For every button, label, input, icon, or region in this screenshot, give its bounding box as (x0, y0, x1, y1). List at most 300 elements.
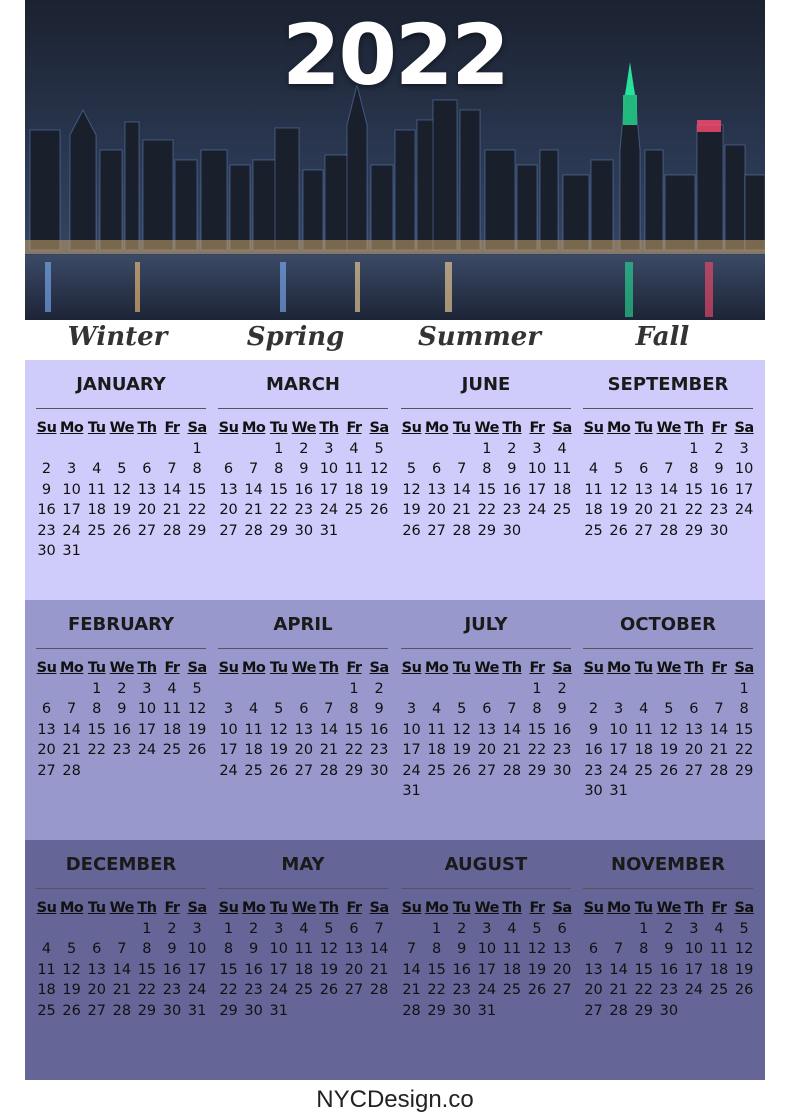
day-cell: 23 (37, 522, 56, 539)
day-cell: 11 (87, 481, 106, 498)
weekday-header (34, 418, 210, 439)
day-cell: 26 (369, 502, 389, 518)
day-cell: 17 (62, 502, 81, 518)
weekday-label: Mo (241, 420, 266, 436)
day-cell: 31 (187, 1002, 207, 1019)
day-cell: 29 (634, 1002, 653, 1019)
day-cell: 5 (324, 920, 334, 937)
month-divider (218, 408, 388, 409)
month-april (214, 600, 392, 840)
day-cell: 18 (709, 961, 729, 978)
day-cell: 2 (167, 920, 177, 937)
weekday-label: Sa (734, 900, 754, 916)
month-divider (401, 888, 571, 889)
month-day-grid (399, 418, 575, 541)
day-cell: 13 (219, 481, 238, 498)
day-cell: 22 (137, 982, 157, 998)
month-may (214, 840, 392, 1080)
weekday-label: Tu (269, 420, 288, 436)
day-cell: 29 (344, 762, 364, 779)
day-cell: 18 (584, 502, 603, 518)
day-cell: 13 (584, 961, 603, 978)
weekday-label: Mo (606, 900, 631, 916)
day-cell: 18 (87, 502, 106, 518)
empty-day-cell (134, 761, 159, 782)
day-cell: 29 (187, 522, 207, 539)
week-row (399, 980, 575, 1001)
day-cell: 21 (659, 502, 679, 518)
empty-day-cell (550, 521, 575, 542)
day-cell: 24 (477, 982, 497, 998)
day-cell: 16 (37, 502, 56, 518)
day-cell: 2 (507, 440, 517, 457)
week-row (216, 939, 392, 960)
day-cell: 11 (344, 461, 364, 477)
weekday-label: Tu (87, 660, 106, 676)
day-cell: 2 (457, 920, 467, 937)
empty-day-cell (341, 521, 366, 542)
day-cell: 19 (62, 982, 81, 998)
weekday-label: Tu (452, 660, 471, 676)
week-row (581, 781, 757, 802)
month-day-grid (399, 898, 575, 1021)
week-row (399, 781, 575, 802)
weekday-label: We (291, 900, 316, 916)
empty-day-cell (84, 541, 109, 562)
day-cell: 21 (609, 982, 628, 998)
day-cell: 28 (659, 522, 679, 539)
weekday-label: Tu (634, 900, 653, 916)
empty-day-cell (399, 919, 424, 940)
day-cell: 26 (452, 762, 471, 779)
month-divider (583, 888, 753, 889)
day-cell: 10 (527, 461, 547, 477)
empty-day-cell (524, 521, 549, 542)
day-cell: 29 (269, 522, 288, 539)
empty-day-cell (581, 679, 606, 700)
day-cell: 21 (452, 502, 471, 518)
day-cell: 31 (269, 1002, 288, 1019)
day-cell: 30 (294, 522, 314, 539)
week-row (399, 439, 575, 460)
empty-day-cell (681, 781, 706, 802)
day-cell: 14 (659, 481, 679, 498)
day-cell: 1 (274, 440, 284, 457)
day-cell: 30 (369, 762, 389, 779)
month-october (579, 600, 757, 840)
empty-day-cell (581, 439, 606, 460)
day-cell: 12 (452, 721, 471, 738)
day-cell: 1 (223, 920, 234, 937)
day-cell: 19 (319, 961, 339, 978)
day-cell: 4 (167, 680, 177, 697)
weekday-label: Tu (452, 900, 471, 916)
day-cell: 20 (684, 742, 704, 758)
day-cell: 11 (634, 721, 653, 738)
day-cell: 13 (634, 481, 653, 498)
day-cell: 9 (664, 941, 674, 957)
day-cell: 8 (432, 941, 442, 957)
day-cell: 3 (614, 701, 624, 717)
weekday-label: Su (583, 420, 604, 436)
day-cell: 4 (41, 941, 52, 957)
empty-day-cell (524, 781, 549, 802)
day-cell: 5 (664, 701, 674, 717)
day-cell: 18 (634, 742, 653, 758)
week-row (399, 459, 575, 480)
day-cell: 30 (659, 1002, 679, 1019)
week-row (34, 740, 210, 761)
day-cell: 17 (269, 961, 288, 978)
empty-day-cell (606, 919, 631, 940)
day-cell: 7 (664, 461, 674, 477)
month-november (579, 840, 757, 1080)
day-cell: 23 (709, 502, 729, 518)
week-row (216, 521, 392, 542)
day-cell: 6 (142, 461, 152, 477)
day-cell: 14 (62, 721, 81, 738)
day-cell: 6 (639, 461, 649, 477)
weekday-label: We (291, 420, 316, 436)
day-cell: 6 (557, 920, 567, 937)
day-cell: 3 (67, 461, 77, 477)
weekday-label: Th (684, 420, 704, 436)
day-cell: 12 (609, 481, 628, 498)
weekday-header (34, 658, 210, 679)
day-cell: 1 (482, 440, 492, 457)
day-cell: 17 (137, 721, 157, 738)
week-row (399, 679, 575, 700)
weekday-label: Th (319, 900, 339, 916)
day-cell: 2 (117, 680, 127, 697)
day-cell: 28 (369, 982, 389, 998)
day-cell: 27 (634, 522, 653, 539)
weekday-label: Th (684, 900, 704, 916)
empty-day-cell (550, 781, 575, 802)
weekday-label: We (474, 420, 499, 436)
day-cell: 7 (324, 701, 334, 717)
day-cell: 30 (709, 522, 729, 539)
day-cell: 21 (244, 502, 263, 518)
week-row (34, 960, 210, 981)
day-cell: 27 (552, 982, 572, 998)
day-cell: 26 (112, 522, 132, 539)
day-cell: 16 (294, 481, 314, 498)
day-cell: 4 (432, 701, 442, 717)
week-row (216, 439, 392, 460)
week-row (581, 459, 757, 480)
empty-day-cell (681, 679, 706, 700)
day-cell: 15 (187, 481, 207, 498)
day-cell: 16 (244, 961, 263, 978)
weekday-label: Th (502, 900, 522, 916)
day-cell: 27 (37, 762, 56, 779)
day-cell: 23 (452, 982, 471, 998)
day-cell: 22 (344, 742, 364, 758)
weekday-label: Th (137, 420, 157, 436)
empty-day-cell (134, 541, 159, 562)
day-cell: 3 (406, 701, 417, 717)
day-cell: 2 (249, 920, 259, 937)
week-row (399, 1001, 575, 1022)
day-cell: 27 (477, 762, 497, 779)
empty-day-cell (109, 439, 134, 460)
day-cell: 12 (659, 721, 679, 738)
day-cell: 9 (507, 461, 517, 477)
day-cell: 28 (609, 1002, 628, 1019)
day-cell: 7 (507, 701, 517, 717)
day-cell: 5 (67, 941, 77, 957)
empty-day-cell (109, 919, 134, 940)
day-cell: 4 (557, 440, 567, 457)
weekday-label: Sa (369, 900, 389, 916)
week-row (34, 720, 210, 741)
empty-day-cell (185, 541, 210, 562)
week-row (581, 720, 757, 741)
day-cell: 21 (62, 742, 81, 758)
day-cell: 5 (532, 920, 542, 937)
week-row (399, 500, 575, 521)
empty-day-cell (424, 439, 449, 460)
day-cell: 6 (299, 701, 309, 717)
month-divider (401, 408, 571, 409)
season-spring: Spring (246, 322, 345, 352)
weekday-label: Su (218, 900, 239, 916)
month-name: APRIL (273, 614, 333, 635)
day-cell: 14 (244, 481, 263, 498)
day-cell: 2 (557, 680, 567, 697)
weekday-label: Su (583, 900, 604, 916)
day-cell: 24 (187, 982, 207, 998)
empty-day-cell (631, 679, 656, 700)
day-cell: 15 (527, 721, 547, 738)
day-cell: 17 (684, 961, 704, 978)
month-day-grid (581, 898, 757, 1021)
weekday-label: Tu (269, 660, 288, 676)
day-cell: 28 (162, 522, 182, 539)
weekday-label: Su (218, 660, 239, 676)
day-cell: 14 (709, 721, 729, 738)
day-cell: 19 (452, 742, 471, 758)
day-cell: 25 (294, 982, 314, 998)
day-cell: 9 (299, 461, 309, 477)
day-cell: 22 (269, 502, 288, 518)
day-cell: 24 (269, 982, 288, 998)
day-cell: 24 (62, 522, 81, 539)
day-cell: 27 (344, 982, 364, 998)
month-day-grid (581, 418, 757, 541)
day-cell: 11 (244, 721, 263, 738)
day-cell: 7 (374, 920, 384, 937)
day-cell: 23 (294, 502, 314, 518)
day-cell: 26 (659, 762, 679, 779)
day-cell: 2 (374, 680, 384, 697)
day-cell: 1 (192, 440, 202, 457)
day-cell: 10 (477, 941, 497, 957)
day-cell: 31 (402, 783, 421, 799)
empty-day-cell (449, 781, 474, 802)
empty-day-cell (159, 761, 184, 782)
month-name: DECEMBER (65, 854, 177, 875)
day-cell: 17 (734, 481, 754, 498)
empty-day-cell (84, 439, 109, 460)
day-cell: 12 (369, 461, 389, 477)
day-cell: 10 (137, 701, 157, 717)
weekday-label: Sa (369, 660, 389, 676)
weekday-header (581, 658, 757, 679)
day-cell: 2 (299, 440, 309, 457)
weekday-header (399, 418, 575, 439)
day-cell: 20 (219, 502, 238, 518)
month-name: MAY (281, 854, 325, 875)
day-cell: 15 (427, 961, 446, 978)
day-cell: 4 (714, 920, 724, 937)
day-cell: 12 (319, 941, 339, 957)
day-cell: 15 (219, 961, 238, 978)
day-cell: 19 (402, 502, 421, 518)
day-cell: 31 (62, 543, 81, 559)
day-cell: 25 (87, 522, 106, 539)
week-row (399, 960, 575, 981)
empty-day-cell (159, 439, 184, 460)
day-cell: 24 (319, 502, 339, 518)
day-cell: 19 (527, 961, 547, 978)
day-cell: 20 (552, 961, 572, 978)
day-cell: 27 (137, 522, 157, 539)
weekday-label: Sa (187, 900, 207, 916)
day-cell: 10 (219, 721, 238, 738)
day-cell: 3 (223, 701, 234, 717)
weekday-header (399, 898, 575, 919)
day-cell: 26 (609, 522, 628, 539)
month-day-grid (34, 418, 210, 562)
day-cell: 26 (402, 522, 421, 539)
day-cell: 22 (427, 982, 446, 998)
day-cell: 17 (219, 742, 238, 758)
day-cell: 10 (734, 461, 754, 477)
day-cell: 24 (137, 742, 157, 758)
weekday-label: Fr (164, 900, 180, 916)
empty-day-cell (732, 781, 757, 802)
weekday-label: Tu (634, 420, 653, 436)
week-row (216, 761, 392, 782)
day-cell: 6 (689, 701, 699, 717)
weekday-label: Th (502, 420, 522, 436)
week-row (399, 521, 575, 542)
day-cell: 4 (349, 440, 359, 457)
day-cell: 13 (477, 721, 497, 738)
day-cell: 4 (249, 701, 259, 717)
day-cell: 27 (294, 762, 314, 779)
day-cell: 10 (684, 941, 704, 957)
month-name: NOVEMBER (611, 854, 725, 875)
day-cell: 28 (452, 522, 471, 539)
weekday-label: Sa (734, 420, 754, 436)
day-cell: 11 (709, 941, 729, 957)
day-cell: 8 (192, 461, 202, 477)
weekday-header (399, 658, 575, 679)
day-cell: 10 (609, 721, 628, 738)
weekday-label: Su (583, 660, 604, 676)
day-cell: 26 (319, 982, 339, 998)
day-cell: 15 (684, 481, 704, 498)
empty-day-cell (367, 521, 392, 542)
day-cell: 19 (609, 502, 628, 518)
day-cell: 2 (714, 440, 724, 457)
day-cell: 14 (369, 941, 389, 957)
weekday-label: Mo (424, 420, 449, 436)
day-cell: 21 (369, 961, 389, 978)
empty-day-cell (216, 439, 241, 460)
month-divider (583, 648, 753, 649)
day-cell: 26 (734, 982, 754, 998)
day-cell: 31 (609, 783, 628, 799)
empty-day-cell (399, 679, 424, 700)
day-cell: 23 (659, 982, 679, 998)
weekday-label: Th (137, 900, 157, 916)
empty-day-cell (316, 679, 341, 700)
day-cell: 28 (402, 1002, 421, 1019)
day-cell: 20 (427, 502, 446, 518)
day-cell: 12 (112, 481, 132, 498)
calendar-band-1 (25, 360, 765, 600)
empty-day-cell (59, 679, 84, 700)
day-cell: 14 (162, 481, 182, 498)
week-row (581, 679, 757, 700)
week-row (581, 919, 757, 940)
empty-day-cell (732, 521, 757, 542)
day-cell: 7 (249, 461, 259, 477)
day-cell: 29 (684, 522, 704, 539)
day-cell: 10 (269, 941, 288, 957)
week-row (581, 980, 757, 1001)
day-cell: 29 (219, 1002, 238, 1019)
day-cell: 7 (614, 941, 624, 957)
weekday-label: We (291, 660, 316, 676)
day-cell: 6 (432, 461, 442, 477)
month-day-grid (216, 418, 392, 541)
empty-day-cell (424, 679, 449, 700)
day-cell: 25 (37, 1002, 56, 1019)
weekday-header (581, 418, 757, 439)
day-cell: 3 (192, 920, 202, 937)
week-row (34, 1001, 210, 1022)
day-cell: 13 (684, 721, 704, 738)
day-cell: 15 (344, 721, 364, 738)
weekday-label: We (109, 900, 134, 916)
day-cell: 8 (92, 701, 102, 717)
empty-day-cell (34, 679, 59, 700)
month-name: JUNE (461, 374, 511, 395)
day-cell: 16 (659, 961, 679, 978)
day-cell: 22 (219, 982, 238, 998)
day-cell: 24 (734, 502, 754, 518)
empty-day-cell (59, 439, 84, 460)
day-cell: 24 (402, 762, 421, 779)
week-row (399, 761, 575, 782)
day-cell: 28 (244, 522, 263, 539)
day-cell: 6 (482, 701, 492, 717)
season-summer: Summer (418, 322, 541, 352)
weekday-label: Mo (424, 660, 449, 676)
weekday-label: Fr (346, 420, 362, 436)
weekday-label: Sa (552, 660, 572, 676)
day-cell: 25 (162, 742, 182, 758)
empty-day-cell (84, 919, 109, 940)
month-divider (218, 648, 388, 649)
footer-site-name: NYCDesign.co (316, 1086, 474, 1113)
day-cell: 30 (162, 1002, 182, 1019)
